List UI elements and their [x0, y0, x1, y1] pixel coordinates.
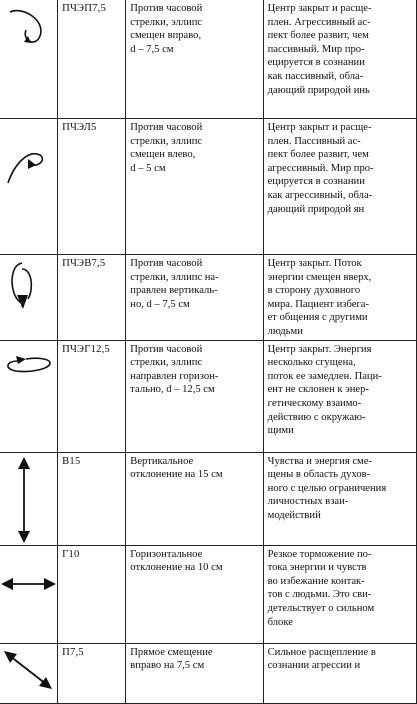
table-row: [0, 255, 417, 341]
table-row: [0, 340, 417, 452]
description-cell: Против часовой стрелки, эллипс смещен вправо, d – 7,5 см: [126, 0, 263, 119]
interpretation-cell: Резкое торможение по- тока энергии и чувств во избежание контак- тов с людьми. Это сви- детельствует о сильном блоке: [263, 545, 416, 643]
code-cell: ПЧЭЛ5: [58, 119, 126, 255]
counterclockwise-ellipse-horizontal-icon: [0, 341, 57, 453]
description-cell: Прямое смещение вправо на 7,5 см: [126, 643, 263, 703]
vertical-double-arrow-icon: [0, 453, 57, 546]
code-cell: П7,5: [58, 643, 126, 703]
figure-cell: [0, 452, 58, 545]
interpretation-cell: Сильное расщепление в сознании агрессии и: [263, 643, 416, 703]
description-cell: Горизонтальное отклонение на 10 см: [126, 545, 263, 643]
table-row: [0, 545, 417, 643]
interpretation-cell: Центр закрыт. Энергия несколько сгущена, поток ее замедлен. Паци- ент не склонен к энер- гетическому взаимо- действию с окружаю- щими: [263, 340, 416, 452]
counterclockwise-ellipse-vertical-icon: [0, 255, 57, 340]
clockwise-arc-ellipse-shifted-right-icon: [0, 0, 57, 119]
figure-cell: [0, 0, 58, 119]
table-row: [0, 0, 417, 119]
counterclockwise-ellipse-shifted-left-icon: [0, 119, 57, 255]
figure-cell: [0, 545, 58, 643]
diagonal-double-arrow-icon: [0, 644, 57, 704]
interpretation-cell: Чувства и энергия сме- щены в область духов- ного с целью ограничения личностных взаи- модействий: [263, 452, 416, 545]
figure-cell: [0, 340, 58, 452]
description-cell: Против часовой стрелки, эллипс на- правлен вертикаль- но, d – 7,5 см: [126, 255, 263, 341]
code-cell: Г10: [58, 545, 126, 643]
code-cell: В15: [58, 452, 126, 545]
table-row: [0, 643, 417, 703]
table-row: [0, 119, 417, 255]
code-cell: ПЧЭГ12,5: [58, 340, 126, 452]
description-cell: Против часовой стрелки, эллипс направлен горизон- тально, d – 12,5 см: [126, 340, 263, 452]
code-cell: ПЧЭП7,5: [58, 0, 126, 119]
horizontal-double-arrow-icon: [0, 546, 57, 644]
figure-cell: [0, 255, 58, 341]
figure-cell: [0, 119, 58, 255]
interpretation-cell: Центр закрыт и расще- плен. Пассивный ас- пект более развит, чем агрессивный. Мир про- ецируется в сознании как агрессивный, обла- дающий природой ян: [263, 119, 416, 255]
table-row: [0, 452, 417, 545]
interpretation-cell: Центр закрыт. Поток энергии смещен вверх, в сторону духовного мира. Пациент избега- ет общения с другими людьми: [263, 255, 416, 341]
figure-cell: [0, 643, 58, 703]
description-cell: Против часовой стрелки, эллипс смещен влево, d – 5 см: [126, 119, 263, 255]
interpretation-cell: Центр закрыт и расще- плен. Агрессивный ас- пект более развит, чем пассивный. Мир про- ецируется в сознании как пассивный, обла- дающий природой инь: [263, 0, 416, 119]
code-cell: ПЧЭВ7,5: [58, 255, 126, 341]
description-cell: Вертикальное отклонение на 15 см: [126, 452, 263, 545]
